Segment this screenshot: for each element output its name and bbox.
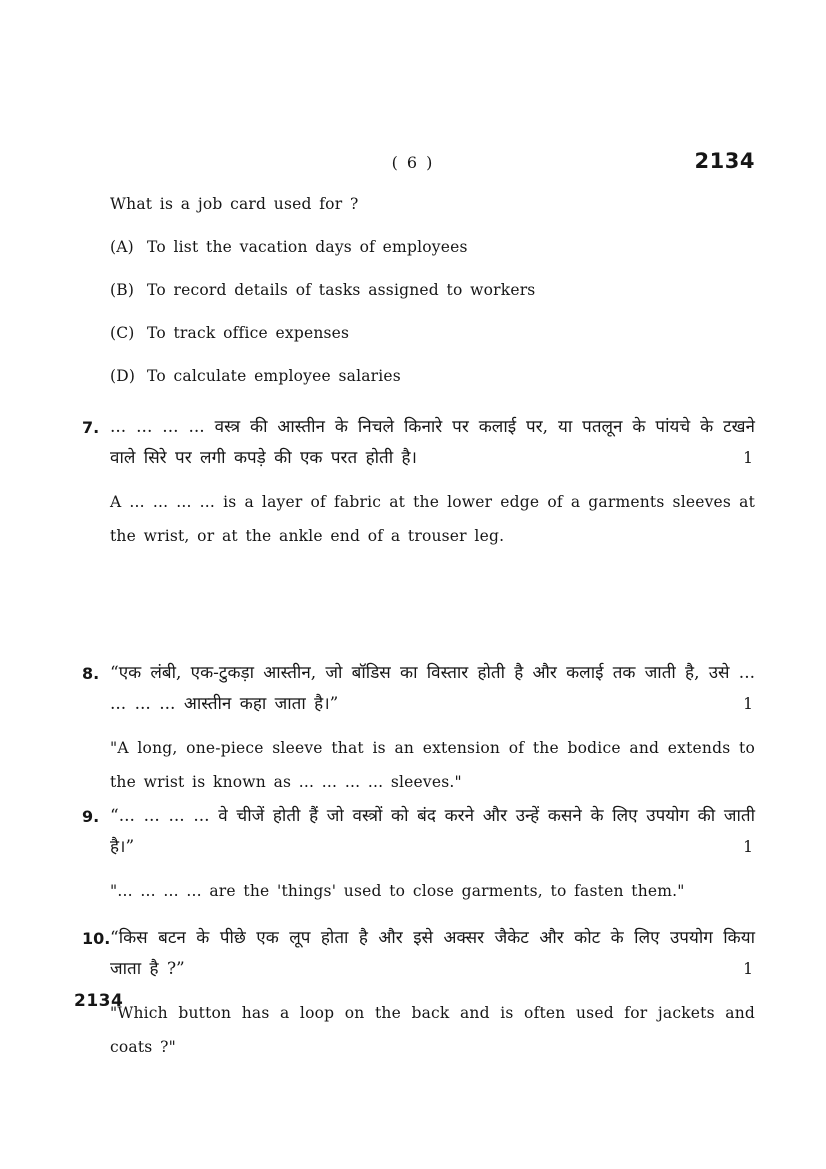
option-c-label: (C) [110,324,135,342]
question-10-number: 10. [82,929,111,948]
question-7-marks: 1 [743,449,753,467]
question6-options [110,238,755,410]
option-d [110,367,755,386]
paper-code-footer: 2134 [74,991,124,1011]
question-9-hindi-text: “... ... ... ... वे चीजें होती हैं जो वस्त्रों को बंद करने और उन्हें कसने के लिए उपयोग की जाती है।” [110,806,755,857]
question-10-hindi-text: “किस बटन के पीछे एक लूप होता है और इसे अक्सर जैकेट और कोट के लिए उपयोग किया जाता है ?” [110,928,755,979]
option-a [110,238,755,257]
question-9-number: 9. [82,807,100,826]
question-7-hindi-text: ... ... ... ... वस्त्र की आस्तीन के निचले किनारे पर कलाई पर, या पतलून के पांयचे के टखने वाले सिरे पर लगी कपड़े की एक परत होती है। [110,417,755,468]
question-8-hindi-text: “एक लंबी, एक-टुकड़ा आस्तीन, जो बॉडिस का विस्तार होती है और कलाई तक जाती है, उसे ... ... ... ... आस्तीन कहा जाता है।” [110,663,755,714]
question-9-english-text: "... ... ... ... are the 'things' used to close garments, to fasten them." [110,882,685,900]
question-7-body [110,412,755,553]
option-b [110,281,755,300]
question-10-english-text: "Which button has a loop on the back and is often used for jackets and coats ?" [110,1004,755,1056]
option-b-label: (B) [110,281,135,299]
option-c [110,324,755,343]
option-b-text: To record details of tasks assigned to workers [147,281,536,299]
question-10-marks: 1 [743,960,753,978]
question-8-marks: 1 [743,695,753,713]
question-7-hindi-wrap [110,412,755,474]
option-d-text: To calculate employee salaries [147,367,401,385]
question-7 [82,412,755,553]
page-number: ( 6 ) [391,153,435,172]
question-9-body [110,801,755,908]
option-d-label: (D) [110,367,136,385]
option-a-text: To list the vacation days of employees [147,238,468,256]
question-10 [82,923,755,1064]
question-7-english-text: A ... ... ... ... is a layer of fabric at the lower edge of a garments sleeves at the wrist, or at the ankle end of a trouser leg. [110,493,755,545]
question-10-hindi-wrap [110,923,755,985]
question-8-english-text: "A long, one-piece sleeve that is an extension of the bodice and extends to the wrist is known as ... ... ... ... sleeves." [110,739,755,791]
question-8-number: 8. [82,664,100,683]
question-8-hindi-wrap [110,658,755,720]
question-10-body [110,923,755,1064]
question-9 [82,801,755,908]
question-9-marks: 1 [743,838,753,856]
option-c-text: To track office expenses [147,324,350,342]
question-9-hindi-wrap [110,801,755,863]
question-8 [82,658,755,799]
paper-code-header: 2134 [694,149,755,173]
question-8-body [110,658,755,799]
question-7-number: 7. [82,418,100,437]
question6-stem: What is a job card used for ? [110,195,359,213]
option-a-label: (A) [110,238,134,256]
